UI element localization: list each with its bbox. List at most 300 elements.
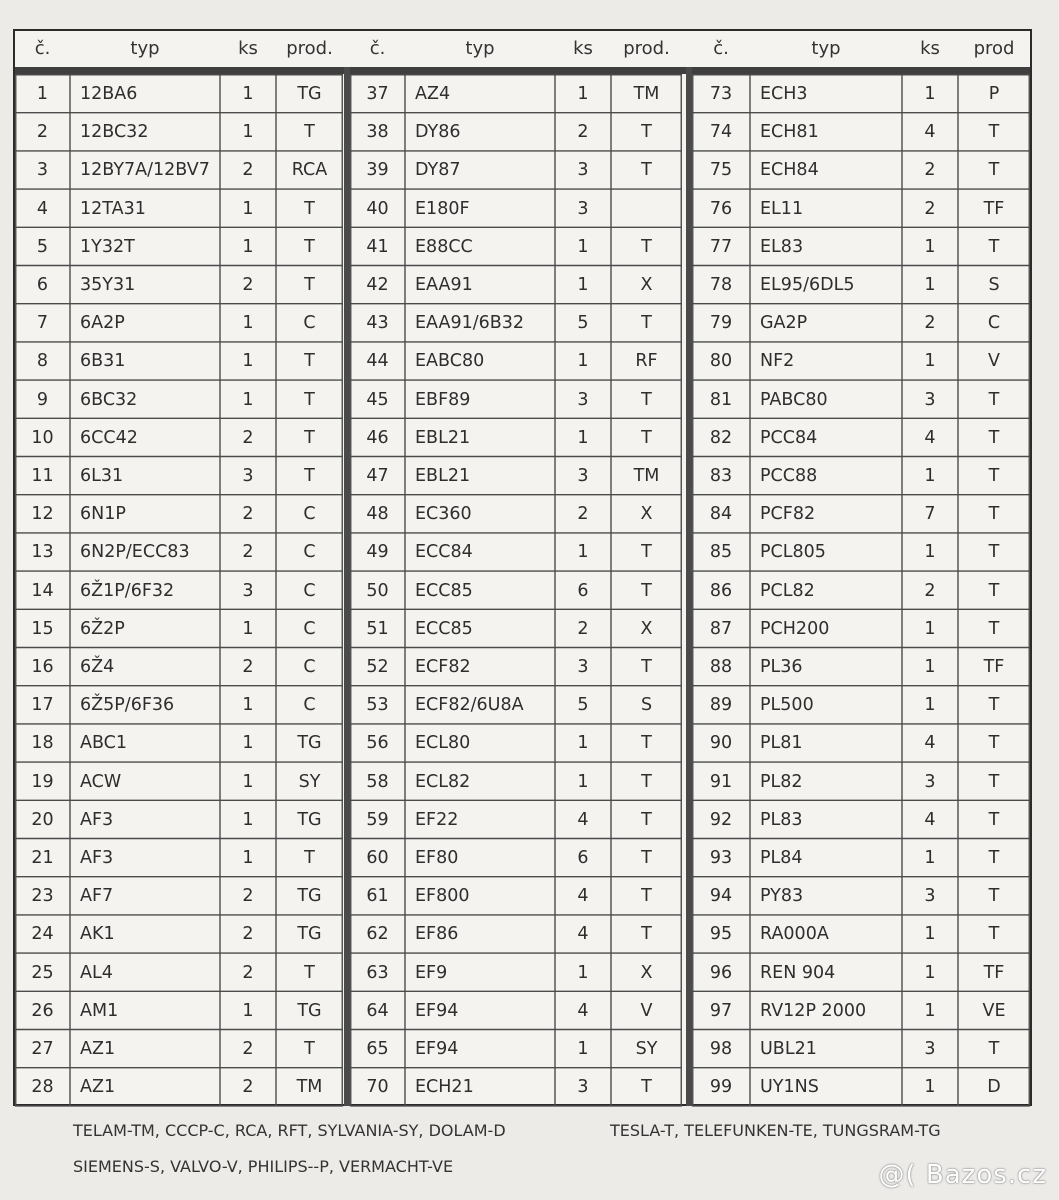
cell-producer: T xyxy=(641,886,652,907)
cell-type: REN 904 xyxy=(760,962,836,983)
cell-type: ECF82/6U8A xyxy=(415,695,524,716)
header-producer-3: prod xyxy=(973,38,1015,59)
cell-quantity: 6 xyxy=(577,580,589,601)
cell-quantity: 6 xyxy=(577,848,589,868)
cell-producer: C xyxy=(303,618,316,639)
header-quantity-2: ks xyxy=(573,38,593,59)
cell-quantity: 1 xyxy=(924,848,936,868)
cell-type: 6N1P xyxy=(80,504,126,525)
cell-quantity: 2 xyxy=(924,313,936,334)
cell-type: 12TA31 xyxy=(80,198,146,219)
cell-producer: X xyxy=(640,618,653,639)
cell-producer: T xyxy=(304,275,315,295)
cell-quantity: 1 xyxy=(924,351,936,372)
cell-producer: X xyxy=(640,962,653,983)
cell-producer: T xyxy=(988,771,1000,792)
cell-number: 73 xyxy=(709,84,733,104)
cell-type: PCL805 xyxy=(760,542,826,563)
cell-quantity: 1 xyxy=(242,351,254,372)
cell-number: 84 xyxy=(709,504,733,525)
cell-quantity: 3 xyxy=(577,389,589,410)
cell-quantity: 2 xyxy=(242,1077,254,1098)
cell-type: AZ1 xyxy=(80,1039,116,1059)
cell-quantity: 1 xyxy=(577,275,589,295)
cell-quantity: 2 xyxy=(577,504,589,525)
cell-type: 35Y31 xyxy=(80,275,136,295)
cell-type: RV12P 2000 xyxy=(760,1000,867,1021)
cell-quantity: 2 xyxy=(242,275,254,295)
cell-type: ECL80 xyxy=(415,733,471,754)
cell-number: 92 xyxy=(709,809,733,830)
cell-type: EL11 xyxy=(760,198,804,219)
cell-producer: T xyxy=(641,848,652,868)
cell-number: 74 xyxy=(709,122,733,143)
cell-quantity: 1 xyxy=(577,542,589,563)
cell-quantity: 1 xyxy=(242,771,254,792)
cell-quantity: 2 xyxy=(577,122,589,143)
cell-number: 20 xyxy=(31,809,54,830)
cell-producer xyxy=(611,190,682,228)
cell-number: 60 xyxy=(366,848,389,868)
cell-quantity: 1 xyxy=(577,351,589,372)
cell-type: AF7 xyxy=(80,886,114,907)
cell-number: 91 xyxy=(709,771,733,792)
cell-number: 9 xyxy=(36,389,49,410)
cell-type: 12BA6 xyxy=(80,84,138,104)
header-producer-2: prod. xyxy=(623,38,670,59)
cell-quantity: 1 xyxy=(924,236,936,257)
cell-number: 63 xyxy=(366,962,389,983)
cell-quantity: 2 xyxy=(242,427,254,448)
cell-type: 6Ž1P/6F32 xyxy=(80,580,175,601)
cell-producer: SY xyxy=(298,771,321,792)
header-number-1: č. xyxy=(34,38,51,59)
cell-number: 95 xyxy=(709,924,733,945)
cell-type: ECH3 xyxy=(760,84,808,104)
cell-producer: P xyxy=(988,84,1000,104)
cell-quantity: 2 xyxy=(242,504,254,525)
cell-quantity: 3 xyxy=(924,886,936,907)
cell-quantity: 1 xyxy=(242,389,254,410)
cell-number: 23 xyxy=(31,886,54,907)
cell-producer: T xyxy=(304,848,315,868)
cell-number: 52 xyxy=(366,657,389,677)
cell-producer: T xyxy=(988,886,1000,907)
cell-quantity: 1 xyxy=(924,1000,936,1021)
cell-number: 99 xyxy=(709,1077,733,1098)
cell-type: 12BC32 xyxy=(80,122,149,143)
cell-quantity: 7 xyxy=(924,504,936,525)
cell-producer: T xyxy=(988,122,1000,143)
cell-quantity: 2 xyxy=(577,618,589,639)
cell-producer: TG xyxy=(297,1000,322,1021)
cell-producer: T xyxy=(988,618,1000,639)
cell-producer: TG xyxy=(297,886,322,907)
cell-producer: T xyxy=(641,542,652,563)
cell-type: E180F xyxy=(415,198,470,219)
cell-producer: VE xyxy=(982,1000,1006,1021)
cell-quantity: 4 xyxy=(577,1000,589,1021)
cell-type: AZ4 xyxy=(415,84,451,104)
cell-producer: T xyxy=(988,809,1000,830)
cell-type: ECH81 xyxy=(760,122,819,143)
cell-producer: T xyxy=(304,962,315,983)
cell-number: 2 xyxy=(36,122,49,143)
cell-number: 5 xyxy=(36,236,49,257)
cell-producer: T xyxy=(641,313,652,334)
cell-quantity: 1 xyxy=(924,542,936,563)
legend-line-2: SIEMENS-S, VALVO-V, PHILIPS--P, VERMACHT-VE xyxy=(73,1157,454,1176)
cell-number: 15 xyxy=(31,618,54,639)
cell-producer: T xyxy=(988,236,1000,257)
cell-number: 27 xyxy=(31,1039,54,1059)
cell-type: EF80 xyxy=(415,848,459,868)
cell-type: AM1 xyxy=(80,1000,119,1021)
cell-quantity: 4 xyxy=(924,122,936,143)
cell-producer: T xyxy=(641,733,652,754)
cell-quantity: 1 xyxy=(577,771,589,792)
cell-number: 81 xyxy=(709,389,733,410)
cell-producer: T xyxy=(304,198,315,219)
cell-quantity: 5 xyxy=(577,313,589,334)
cell-type: EL95/6DL5 xyxy=(760,275,855,295)
cell-quantity: 1 xyxy=(577,733,589,754)
cell-type: PL83 xyxy=(760,809,803,830)
cell-producer: T xyxy=(304,122,315,143)
cell-quantity: 1 xyxy=(242,695,254,716)
cell-type: 6CC42 xyxy=(80,427,138,448)
cell-type: ACW xyxy=(80,771,122,792)
cell-producer: T xyxy=(641,236,652,257)
cell-number: 50 xyxy=(366,580,389,601)
cell-producer: TG xyxy=(297,733,322,754)
cell-quantity: 1 xyxy=(577,427,589,448)
cell-quantity: 3 xyxy=(242,580,254,601)
cell-producer: TM xyxy=(633,466,660,486)
cell-number: 82 xyxy=(709,427,733,448)
cell-number: 43 xyxy=(366,313,389,334)
cell-type: 6BC32 xyxy=(80,389,138,410)
cell-quantity: 4 xyxy=(924,427,936,448)
cell-producer: T xyxy=(988,924,1000,945)
cell-producer: TF xyxy=(983,198,1005,219)
cell-producer: X xyxy=(640,504,653,525)
cell-number: 53 xyxy=(366,695,389,716)
cell-quantity: 1 xyxy=(924,275,936,295)
cell-type: ECH84 xyxy=(760,160,819,181)
cell-type: PL500 xyxy=(760,695,814,716)
cell-producer: C xyxy=(303,580,316,601)
cell-type: PCF82 xyxy=(760,504,816,525)
cell-quantity: 3 xyxy=(577,198,589,219)
legend-line-1-right: TESLA-T, TELEFUNKEN-TE, TUNGSRAM-TG xyxy=(610,1121,941,1140)
cell-number: 28 xyxy=(31,1077,54,1098)
cell-producer: T xyxy=(641,924,652,945)
cell-number: 10 xyxy=(31,427,54,448)
cell-quantity: 1 xyxy=(924,1077,936,1098)
cell-producer: T xyxy=(641,1077,652,1098)
cell-type: 6L31 xyxy=(80,466,124,486)
cell-type: UBL21 xyxy=(760,1039,817,1059)
cell-type: PCC84 xyxy=(760,427,818,448)
cell-number: 25 xyxy=(31,962,54,983)
cell-number: 94 xyxy=(709,886,733,907)
cell-producer: T xyxy=(641,122,652,143)
cell-number: 38 xyxy=(366,122,389,143)
cell-type: 6Ž4 xyxy=(80,657,115,677)
cell-producer: C xyxy=(303,657,316,677)
cell-number: 58 xyxy=(366,771,389,792)
cell-type: E88CC xyxy=(415,236,473,257)
cell-type: EF22 xyxy=(415,809,459,830)
cell-producer: T xyxy=(641,771,652,792)
header-number-2: č. xyxy=(369,38,386,59)
cell-type: PL81 xyxy=(760,733,803,754)
cell-number: 89 xyxy=(709,695,733,716)
cell-type: ECL82 xyxy=(415,771,471,792)
cell-type: 12BY7A/12BV7 xyxy=(80,160,210,181)
cell-number: 8 xyxy=(36,351,49,372)
cell-quantity: 1 xyxy=(242,198,254,219)
cell-producer: C xyxy=(303,313,316,334)
cell-producer: C xyxy=(303,504,316,525)
cell-quantity: 2 xyxy=(242,886,254,907)
header-producer-1: prod. xyxy=(286,38,333,59)
cell-type: GA2P xyxy=(760,313,808,334)
cell-number: 88 xyxy=(709,657,733,677)
cell-type: AK1 xyxy=(80,924,115,945)
cell-producer: T xyxy=(304,466,315,486)
cell-number: 62 xyxy=(366,924,389,945)
cell-number: 83 xyxy=(709,466,733,486)
cell-quantity: 1 xyxy=(924,695,936,716)
header-number-3: č. xyxy=(713,38,729,59)
cell-quantity: 3 xyxy=(924,1039,936,1059)
cell-quantity: 1 xyxy=(577,84,589,104)
cell-type: DY86 xyxy=(415,122,461,143)
cell-number: 87 xyxy=(709,618,733,639)
cell-producer: C xyxy=(303,542,316,563)
cell-quantity: 1 xyxy=(577,236,589,257)
cell-producer: T xyxy=(304,351,315,372)
cell-type: RA000A xyxy=(760,924,829,945)
cell-number: 65 xyxy=(366,1039,389,1059)
cell-number: 77 xyxy=(709,236,733,257)
cell-type: ECF82 xyxy=(415,657,471,677)
cell-quantity: 2 xyxy=(242,160,254,181)
cell-type: DY87 xyxy=(415,160,461,181)
cell-number: 45 xyxy=(366,389,389,410)
cell-number: 26 xyxy=(31,1000,54,1021)
cell-producer: V xyxy=(988,351,1000,372)
cell-type: 6A2P xyxy=(80,313,125,334)
cell-number: 40 xyxy=(366,198,389,219)
cell-quantity: 1 xyxy=(924,962,936,983)
cell-number: 78 xyxy=(709,275,733,295)
cell-type: EAA91/6B32 xyxy=(415,313,525,334)
cell-producer: T xyxy=(988,1039,1000,1059)
cell-producer: T xyxy=(988,542,1000,563)
cell-producer: TG xyxy=(297,924,322,945)
cell-type: PABC80 xyxy=(760,389,828,410)
cell-producer: T xyxy=(988,733,1000,754)
cell-producer: SY xyxy=(635,1039,658,1059)
cell-quantity: 4 xyxy=(924,809,936,830)
cell-producer: T xyxy=(641,427,652,448)
cell-number: 16 xyxy=(31,657,54,677)
cell-type: ECC84 xyxy=(415,542,473,563)
cell-type: PL84 xyxy=(760,848,803,868)
cell-type: ECC85 xyxy=(415,580,473,601)
header-quantity-1: ks xyxy=(238,38,258,59)
cell-producer: T xyxy=(641,580,652,601)
cell-producer: T xyxy=(304,389,315,410)
cell-type: EL83 xyxy=(760,236,804,257)
cell-number: 17 xyxy=(31,695,54,716)
cell-number: 24 xyxy=(31,924,54,945)
cell-number: 86 xyxy=(709,580,733,601)
cell-number: 61 xyxy=(366,886,389,907)
cell-producer: TF xyxy=(983,657,1005,677)
cell-type: EF9 xyxy=(415,962,448,983)
cell-number: 85 xyxy=(709,542,733,563)
cell-number: 12 xyxy=(31,504,54,525)
cell-producer: T xyxy=(988,504,1000,525)
cell-quantity: 2 xyxy=(924,198,936,219)
cell-number: 7 xyxy=(36,313,49,334)
cell-quantity: 4 xyxy=(577,809,589,830)
cell-producer: T xyxy=(641,160,652,181)
cell-number: 37 xyxy=(366,84,389,104)
cell-number: 75 xyxy=(709,160,733,181)
cell-quantity: 3 xyxy=(924,771,936,792)
cell-number: 19 xyxy=(31,771,54,792)
cell-type: AL4 xyxy=(80,962,113,983)
cell-number: 79 xyxy=(709,313,733,334)
cell-number: 46 xyxy=(366,427,389,448)
cell-producer: T xyxy=(988,695,1000,716)
cell-producer: RCA xyxy=(291,160,328,181)
cell-number: 59 xyxy=(366,809,389,830)
cell-type: PCC88 xyxy=(760,466,818,486)
cell-quantity: 1 xyxy=(924,84,936,104)
cell-quantity: 2 xyxy=(924,580,936,601)
cell-producer: TG xyxy=(297,84,322,104)
header-type-3: typ xyxy=(811,38,841,59)
cell-producer: T xyxy=(988,848,1000,868)
cell-producer: TF xyxy=(983,962,1005,983)
cell-number: 39 xyxy=(366,160,389,181)
cell-number: 6 xyxy=(36,275,49,295)
cell-type: 6B31 xyxy=(80,351,126,372)
cell-quantity: 2 xyxy=(242,924,254,945)
cell-producer: T xyxy=(304,427,315,448)
cell-quantity: 3 xyxy=(577,1077,589,1098)
cell-quantity: 1 xyxy=(242,122,254,143)
cell-type: PCL82 xyxy=(760,580,815,601)
legend-line-1-left: TELAM-TM, CCCP-C, RCA, RFT, SYLVANIA-SY, DOLAM-D xyxy=(73,1121,506,1140)
cell-number: 49 xyxy=(366,542,389,563)
cell-quantity: 3 xyxy=(242,466,254,486)
cell-producer: T xyxy=(304,1039,315,1059)
cell-type: AF3 xyxy=(80,809,114,830)
cell-type: EF94 xyxy=(415,1039,459,1059)
cell-number: 44 xyxy=(366,351,389,372)
cell-type: ECH21 xyxy=(415,1077,474,1098)
bazos-watermark: @( Bazos.cz xyxy=(878,1160,1047,1190)
header-type-1: typ xyxy=(130,38,160,59)
cell-quantity: 1 xyxy=(924,466,936,486)
cell-type: EBF89 xyxy=(415,389,471,410)
cell-quantity: 1 xyxy=(242,733,254,754)
cell-type: ABC1 xyxy=(80,733,128,754)
header-type-2: typ xyxy=(465,38,495,59)
cell-type: EBL21 xyxy=(415,466,471,486)
cell-number: 41 xyxy=(366,236,389,257)
cell-number: 18 xyxy=(31,733,54,754)
cell-type: EAA91 xyxy=(415,275,473,295)
cell-quantity: 1 xyxy=(242,809,254,830)
cell-number: 21 xyxy=(31,848,54,868)
cell-quantity: 1 xyxy=(242,1000,254,1021)
cell-producer: S xyxy=(988,275,1000,295)
cell-quantity: 1 xyxy=(242,236,254,257)
cell-type: EF800 xyxy=(415,886,470,907)
cell-quantity: 1 xyxy=(924,657,936,677)
cell-producer: T xyxy=(988,160,1000,181)
cell-producer: TG xyxy=(297,809,322,830)
cell-type: AF3 xyxy=(80,848,114,868)
cell-producer: S xyxy=(640,695,653,716)
header-quantity-3: ks xyxy=(920,38,940,59)
cell-type: UY1NS xyxy=(760,1077,819,1098)
cell-type: EC360 xyxy=(415,504,472,525)
cell-producer: T xyxy=(641,809,652,830)
cell-type: 6N2P/ECC83 xyxy=(80,542,190,563)
cell-number: 70 xyxy=(366,1077,389,1098)
cell-producer: C xyxy=(303,695,316,716)
cell-quantity: 1 xyxy=(924,924,936,945)
cell-quantity: 2 xyxy=(924,160,936,181)
cell-number: 14 xyxy=(31,580,54,601)
cell-quantity: 4 xyxy=(577,924,589,945)
cell-type: NF2 xyxy=(760,351,795,372)
cell-type: PY83 xyxy=(760,886,804,907)
cell-type: EABC80 xyxy=(415,351,485,372)
cell-quantity: 1 xyxy=(242,313,254,334)
cell-number: 90 xyxy=(709,733,733,754)
cell-type: ECC85 xyxy=(415,618,473,639)
cell-producer: T xyxy=(641,657,652,677)
cell-producer: T xyxy=(988,466,1000,486)
cell-quantity: 3 xyxy=(924,389,936,410)
cell-type: PCH200 xyxy=(760,618,830,639)
cell-quantity: 2 xyxy=(242,657,254,677)
cell-number: 96 xyxy=(709,962,733,983)
cell-quantity: 1 xyxy=(577,962,589,983)
cell-producer: T xyxy=(641,389,652,410)
cell-quantity: 3 xyxy=(577,160,589,181)
cell-quantity: 4 xyxy=(924,733,936,754)
cell-number: 48 xyxy=(366,504,389,525)
cell-producer: D xyxy=(987,1077,1001,1098)
cell-number: 93 xyxy=(709,848,733,868)
cell-type: 6Ž2P xyxy=(80,618,125,639)
cell-type: EF86 xyxy=(415,924,459,945)
cell-producer: T xyxy=(988,389,1000,410)
cell-number: 4 xyxy=(36,198,49,219)
cell-type: 1Y32T xyxy=(80,236,135,257)
